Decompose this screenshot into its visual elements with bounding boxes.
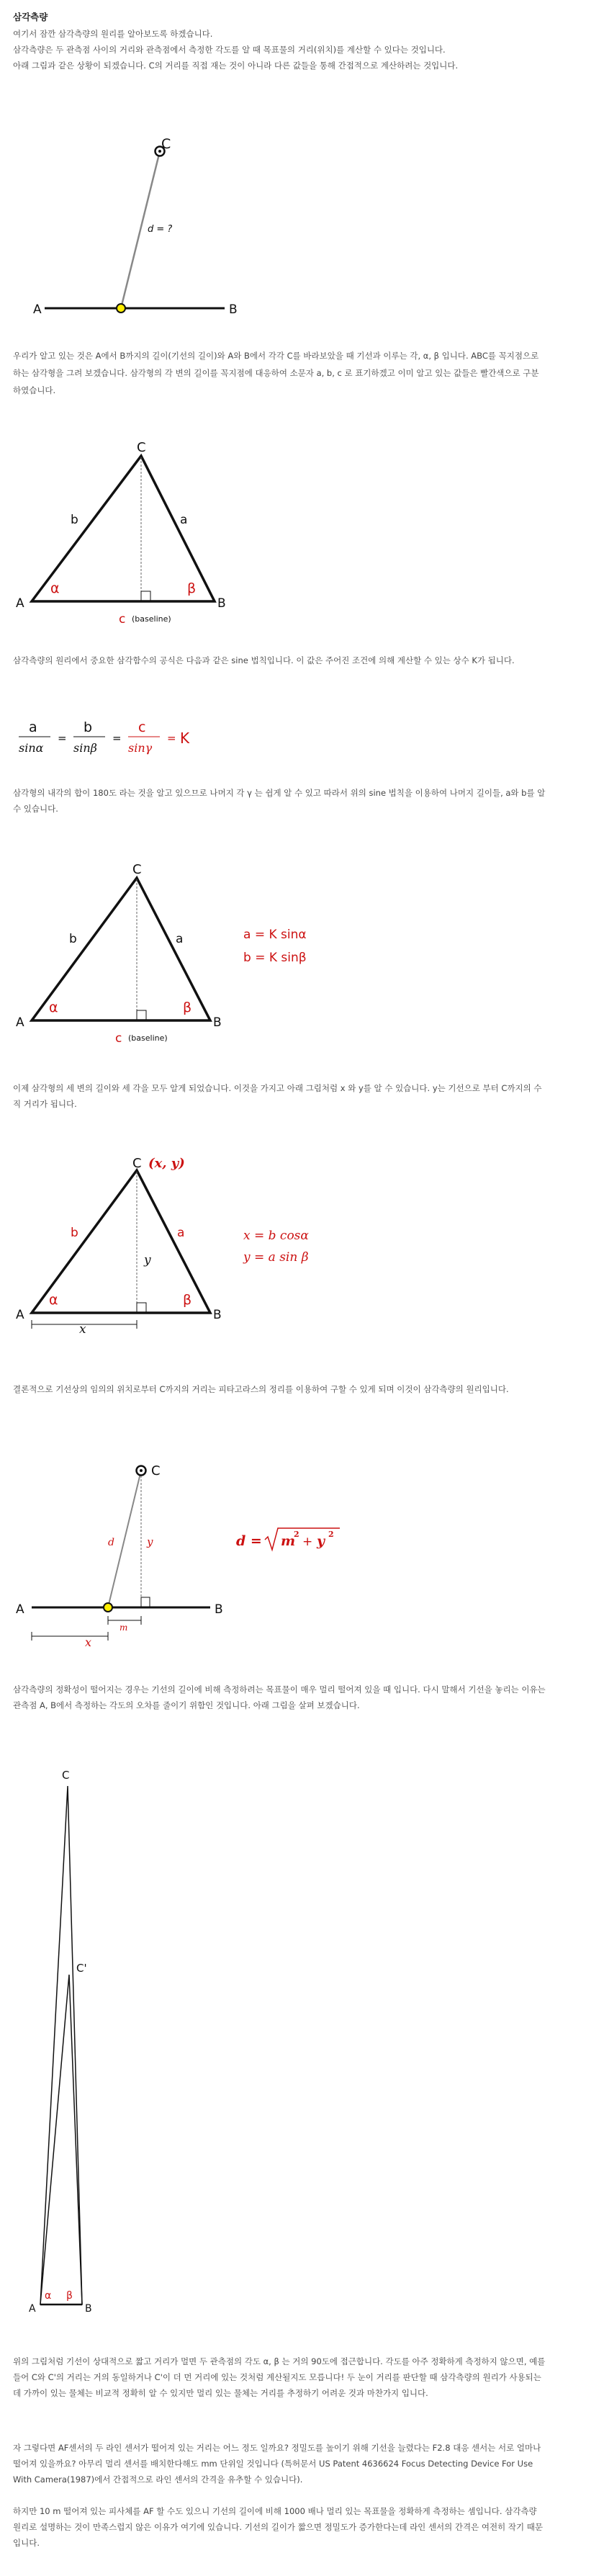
label-b-vertex-2: B — [213, 1015, 222, 1030]
formula-b: b — [84, 719, 93, 735]
label-a-point: A — [16, 1602, 24, 1617]
page-title: 삼각측량 — [13, 12, 48, 22]
label-side-b-2: b — [69, 932, 77, 946]
label-b-vertex: B — [217, 596, 226, 611]
formula-c: c — [138, 719, 146, 735]
formula-sin-alpha: sinα — [19, 741, 44, 755]
label-a-vertex: A — [16, 596, 24, 611]
figure-long-triangle — [0, 1757, 604, 2326]
label-d: d — [108, 1537, 114, 1548]
paragraph-remaining-angle: 삼각형의 내각의 합이 180도 라는 것을 알고 있으므로 나머지 각 γ 는 쉽게 알 수 있고 따라서 위의 sine 법칙을 이용하여 나머지 길이들, a와 b를 알 수 있습니다. — [13, 788, 546, 814]
paragraph-known-values: 우리가 알고 있는 것은 A에서 B까지의 길이(기선의 길이)와 A와 B에서 각각 C를 바라보았을 때 기선과 이루는 각, α, β 입니다. ABC를 꼭지점으로 하는 삼각형을 그려 보겠습니다. 삼각형의 각 변의 길이를 꼭지점에 대응하여 소문자 a, b, c 로 표기하겠고 이미 알고 있는 값들은 빨간색으로 구분하였습니다. — [13, 351, 539, 395]
label-beta-2: β — [183, 1000, 192, 1015]
formula-sin-gamma: sinγ — [128, 741, 153, 755]
label-c-vertex-3: C — [132, 1156, 142, 1171]
formula-eq-2: = — [112, 732, 122, 745]
label-beta-far: β — [66, 2290, 73, 2302]
figure-triangle-abc — [0, 428, 604, 637]
figure-distance-d — [0, 1448, 604, 1656]
paragraph-precision: 하지만 10 m 떨어져 있는 피사체를 AF 할 수도 있으니 기선의 길이에 비해 1000 배나 멀리 있는 목표물을 정확하게 측정하는 셈입니다. 삼각측량 원리로 설명하는 것이 만족스럽지 않은 이유가 여기에 있습니다. 기선의 길이가 짧으면 정밀도가 증가한다는데 라인 센서의 간격은 여전히 작기 때문입니다. — [13, 2506, 543, 2548]
formula-eq-3: = — [167, 732, 176, 745]
formula-d-lhs: d = — [236, 1533, 262, 1549]
formula-eq-1: = — [58, 732, 67, 745]
label-side-a: a — [180, 513, 188, 527]
figure-triangle-xy — [0, 1149, 604, 1350]
label-c-point: C — [151, 1463, 161, 1478]
formula-a: a — [29, 719, 37, 735]
point-observer-2 — [104, 1603, 112, 1612]
paragraph-find-xy: 이제 삼각형의 세 변의 길이와 세 각을 모두 알게 되었습니다. 이것을 가지고 아래 그림처럼 x 와 y를 알 수 있습니다. y는 기선으로 부터 C까지의 수직 거리가 됩니다. — [13, 1083, 542, 1109]
paragraph-conclusion: 결론적으로 기선상의 임의의 위치로부터 C까지의 거리는 피타고라스의 정리를 이용하여 구할 수 있게 되며 이것이 삼각측량의 원리입니다. — [13, 1384, 509, 1394]
formula-d-plus: + — [302, 1535, 313, 1549]
label-a-vertex-3: A — [16, 1308, 24, 1322]
label-xy: (x, y) — [148, 1156, 185, 1171]
label-baseline: (baseline) — [132, 614, 171, 624]
label-d-unknown: d = ? — [148, 224, 173, 235]
label-side-a-3: a — [177, 1226, 185, 1240]
label-a-vertex-2: A — [16, 1015, 24, 1030]
formula-d-y-sq: 2 — [328, 1530, 334, 1539]
label-a-far: A — [29, 2303, 36, 2315]
figure-distance-unknown — [0, 122, 604, 317]
label-b-far: B — [85, 2303, 92, 2315]
label-m: m — [120, 1623, 128, 1633]
label-baseline-2: (baseline) — [128, 1033, 168, 1043]
formula-k: K — [180, 730, 190, 747]
label-alpha-far: α — [45, 2290, 52, 2302]
label-y: y — [144, 1253, 151, 1267]
label-c-vertex: C — [137, 440, 146, 455]
paragraph-intro: 여기서 잠깐 삼각측량의 원리를 알아보도록 하겠습니다. — [13, 29, 213, 39]
label-side-a-2: a — [176, 932, 184, 946]
formula-b-eq: b = K sinβ — [243, 951, 307, 965]
formula-d-m-sq: 2 — [294, 1530, 299, 1539]
label-side-c-2: c — [115, 1031, 122, 1046]
formula-a-eq: a = K sinα — [243, 928, 307, 942]
label-side-b-3: b — [71, 1226, 78, 1240]
label-b: B — [229, 302, 238, 317]
label-c-prime: C' — [76, 1962, 87, 1975]
label-x: x — [79, 1322, 86, 1337]
label-beta-3: β — [183, 1292, 192, 1308]
label-b-point: B — [215, 1602, 223, 1617]
label-b-vertex-3: B — [213, 1308, 222, 1322]
paragraph-definition: 삼각측량은 두 관측점 사이의 거리와 관측점에서 측정한 각도를 알 때 목표물의 거리(위치)를 계산할 수 있다는 것입니다. — [13, 45, 446, 55]
label-c-far: C — [62, 1769, 70, 1782]
label-side-b: b — [71, 513, 78, 527]
formula-y-eq: y = a sin β — [243, 1250, 309, 1265]
label-c-vertex-2: C — [132, 862, 142, 877]
label-y-2: y — [147, 1535, 153, 1548]
label-side-c: c — [119, 612, 126, 627]
paragraph-figure-intro: 아래 그림과 같은 상황이 되겠습니다. C의 거리를 직접 재는 것이 아니라 다른 값들을 통해 간접적으로 계산하려는 것입니다. — [13, 60, 459, 71]
formula-d-y: y — [317, 1533, 325, 1549]
paragraph-accuracy: 삼각측량의 정확성이 떨어지는 경우는 기선의 길이에 비해 측정하려는 목표물이 매우 멀리 떨어져 있을 때 입니다. 다시 말해서 기선을 놓리는 이유는 관측점 A, B에서 측정하는 각도의 오차를 줄이기 위함인 것입니다. 아래 그림을 살펴 보겠습니다. — [13, 1684, 546, 1710]
paragraph-af-sensor: 자 그렇다면 AF센서의 두 라인 센서가 떨어져 있는 거리는 어느 정도 일까요? 정밀도를 높이기 위해 기선을 늘렸다는 F2.8 대응 센서는 서로 얼마나 떨어져 있을까요? 아무리 멀리 센서를 배치한다해도 mm 단위일 것입니다 (특허문서 US Patent 4636624 Focus Detecting Device For Use With Camera(1987)에서 간접적으로 라인 센서의 간격을 유추할 수 있습니다). — [13, 2443, 541, 2485]
formula-x-eq: x = b cosα — [243, 1229, 309, 1243]
paragraph-sine-law: 삼각측량의 원리에서 중요한 삼각함수의 공식은 다음과 같은 sine 법칙입니다. 이 값은 주어진 조건에 의해 계산할 수 있는 상수 K가 됩니다. — [13, 655, 515, 665]
label-c: C — [161, 136, 171, 152]
formula-d-m: m — [281, 1533, 296, 1549]
paragraph-short-baseline: 위의 그림처럼 기선이 상대적으로 짧고 거리가 멀면 두 관측점의 각도 α, β 는 거의 90도에 접근합니다. 각도를 아주 정확하게 측정하지 않으면, 예를 들어 C와 C'의 거리는 거의 동일하거나 C'이 더 먼 거리에 있는 것처럼 계산될지도 모릅니다! 두 눈이 거리를 판단할 때 삼각측량의 원리가 사용되는데 가까이 있는 물체는 비교적 정확히 알 수 있지만 멀리 있는 물체는 거리를 추정하기 어려운 것과 마찬가지 입니다. — [13, 2356, 546, 2398]
figure-triangle-sides — [0, 853, 604, 1055]
label-alpha-3: α — [49, 1292, 58, 1308]
point-observer — [117, 304, 125, 313]
label-alpha: α — [50, 580, 60, 596]
label-beta: β — [187, 580, 197, 596]
formula-sine-law — [0, 713, 604, 763]
formula-sin-beta: sinβ — [73, 741, 97, 755]
label-a: A — [33, 302, 42, 317]
label-alpha-2: α — [49, 1000, 58, 1015]
label-x-2: x — [85, 1635, 92, 1649]
